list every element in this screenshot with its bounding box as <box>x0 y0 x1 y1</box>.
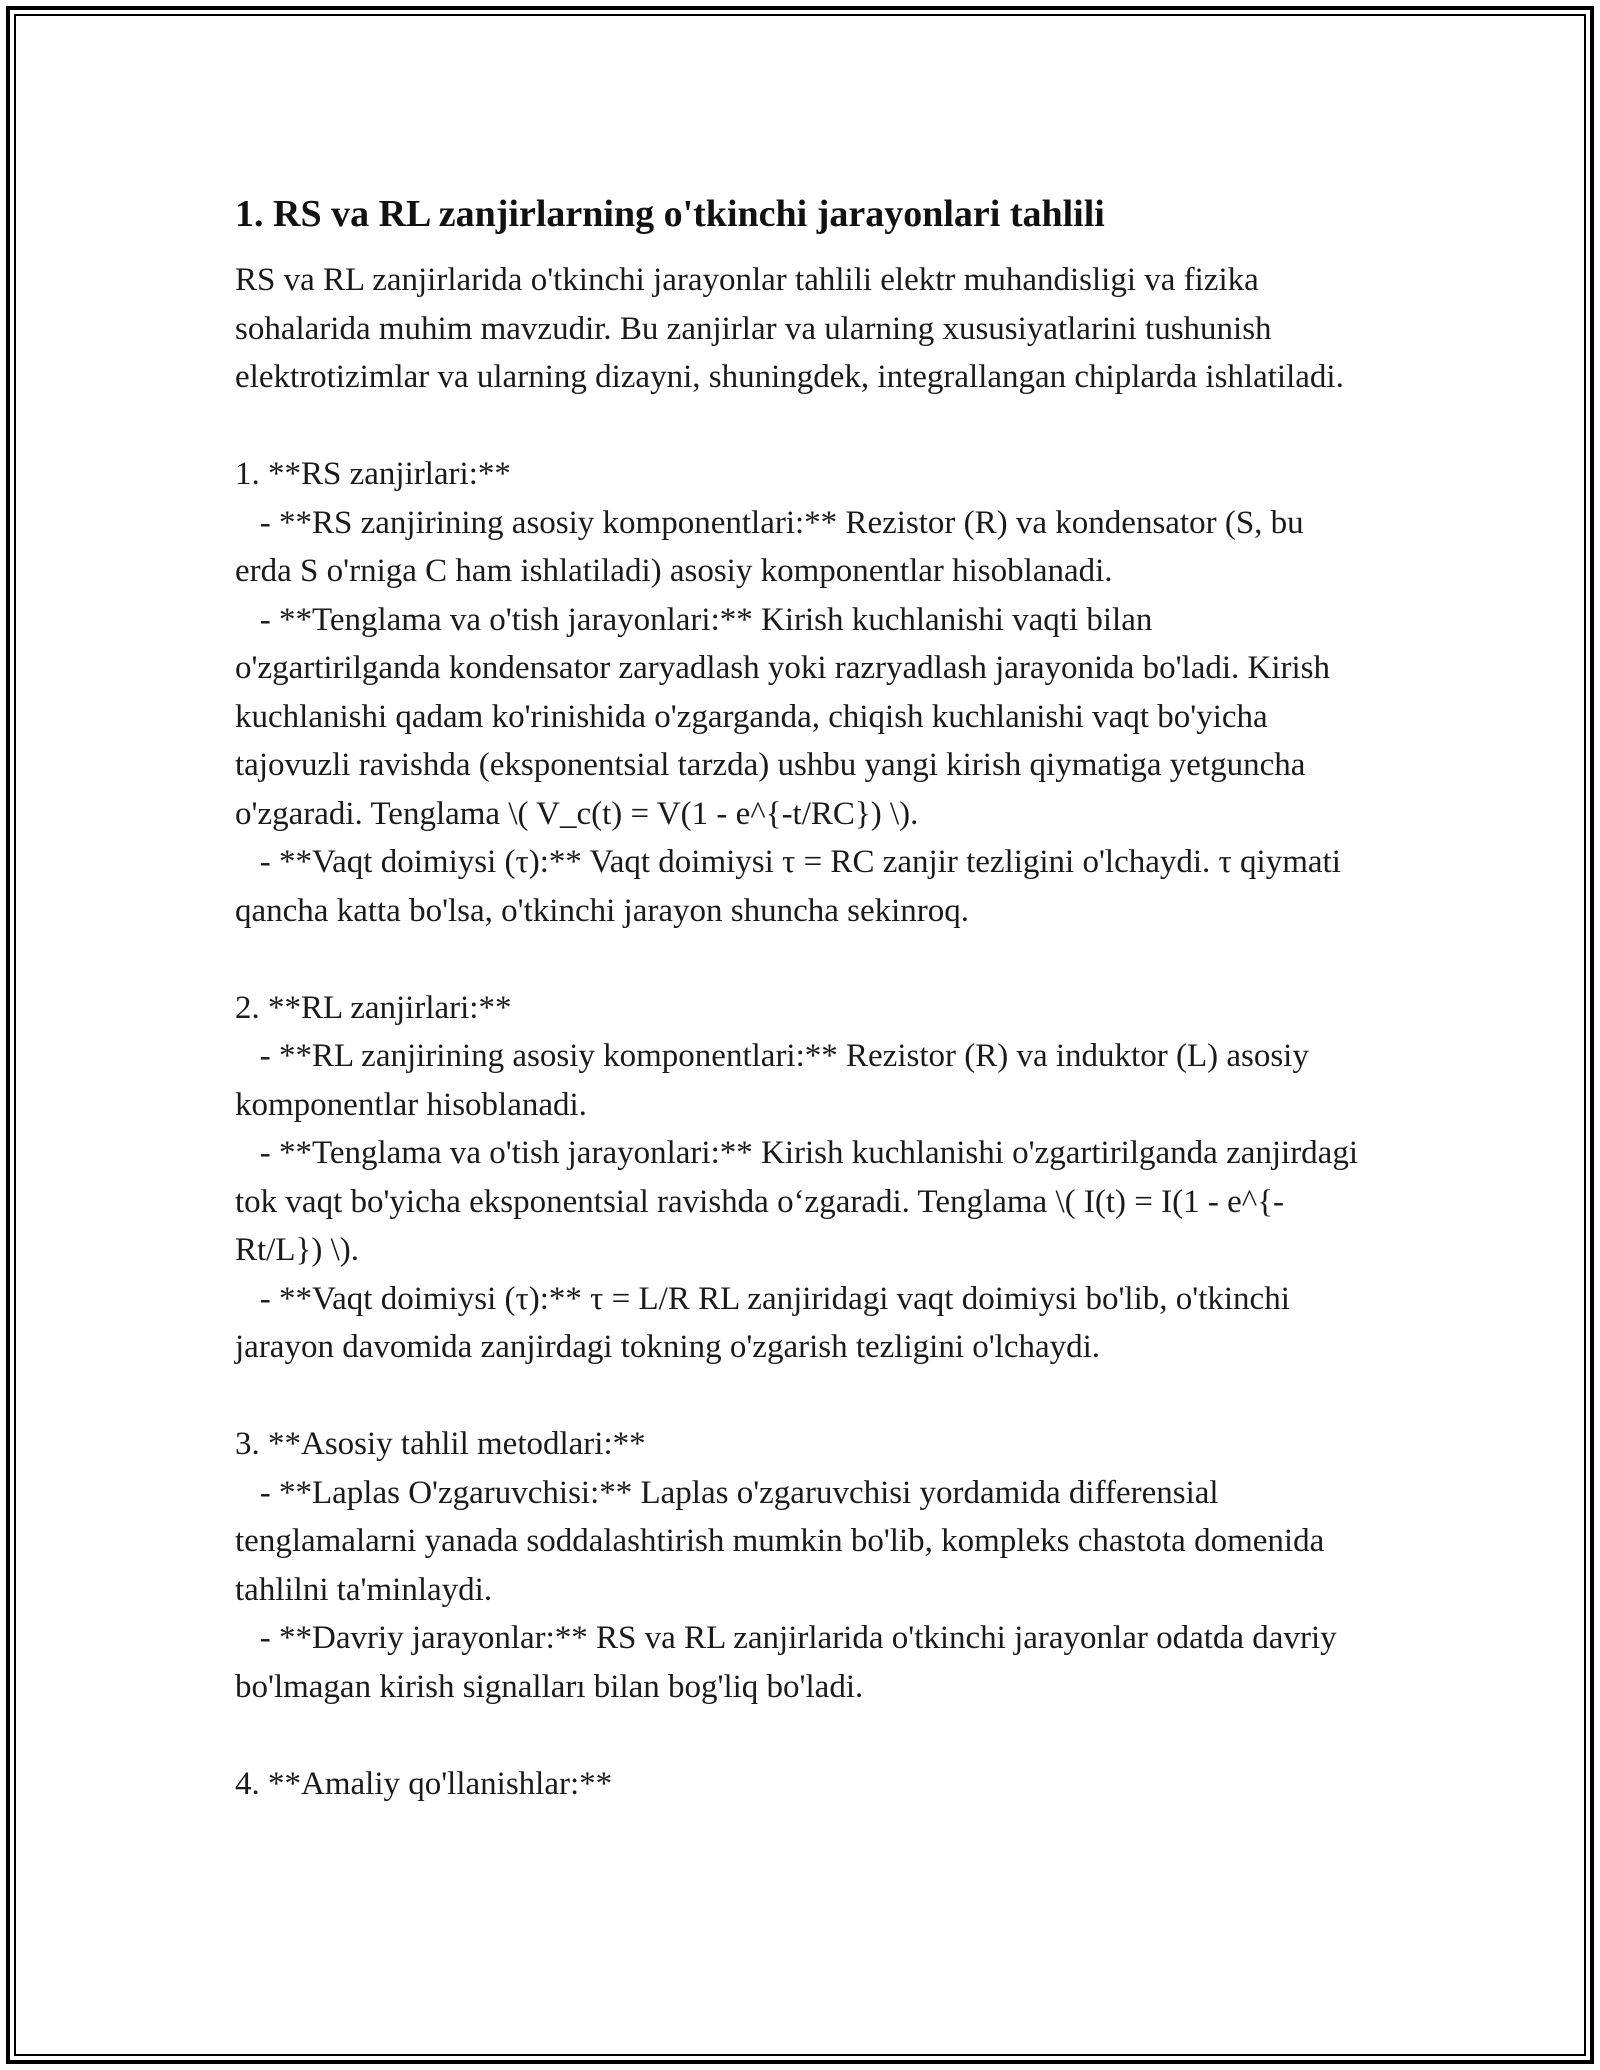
list-item: - **Laplas O'zgaruvchisi:** Laplas o'zgaruvchisi yordamida differensial tenglamalarni yanada soddalashtirish mumkin bo'lib, kompleks chastota domenida tahlilni ta'minlaydi. <box>235 1474 1333 1608</box>
section-rl <box>235 984 1365 1372</box>
section-rs <box>235 450 1365 935</box>
list-item: - **Tenglama va o'tish jarayonlari:** Kirish kuchlanishi vaqti bilan o'zgartirilganda kondensator zaryadlash yoki razryadlash jarayonida bo'ladi. Kirish kuchlanishi qadam ko'rinishida o'zgarganda, chiqish kuchlanishi vaqt bo'yicha tajovuzli ravishda (eksponentsial tarzda) ushbu yangi kirish qiymatiga yetguncha o'zgaradi. Tenglama \( V_c(t) = V(1 - e^{-t/RC}) \). <box>235 601 1339 832</box>
spacer <box>235 1372 1365 1421</box>
document-body <box>235 186 1365 1808</box>
section-heading: 2. **RL zanjirlari:** <box>235 989 512 1026</box>
section-heading: 1. **RS zanjirlari:** <box>235 456 511 492</box>
section-heading: 3. **Asosiy tahlil metodlari:** <box>235 1426 646 1462</box>
spacer <box>235 1711 1365 1760</box>
list-item: - **RS zanjirining asosiy komponentlari:** Rezistor (R) va kondensator (S, bu erda S o'rniga C ham ishlatiladi) asosiy komponentlar hisoblanadi. <box>235 504 1312 589</box>
section-applications <box>235 1760 1365 1809</box>
intro-paragraph: RS va RL zanjirlarida o'tkinchi jarayonlar tahlili elektr muhandisligi va fizika sohalarida muhim mavzudir. Bu zanjirlar va ularning xususiyatlarini tushunish elektrotizimlar va ularning dizayni, shuningdek, integrallangan chiplarda ishlatiladi. <box>235 262 1344 395</box>
list-item: - **Davriy jarayonlar:** RS va RL zanjirlarida o'tkinchi jarayonlar odatda davriy bo'lmagan kirish signalları bilan bog'liq bo'ladi. <box>235 1620 1345 1705</box>
document-title: 1. RS va RL zanjirlarning o'tkinchi jarayonlari tahlili <box>235 193 1105 235</box>
list-item: - **Tenglama va o'tish jarayonlari:** Kirish kuchlanishi o'zgartirilganda zanjirdagi tok vaqt bo'yicha eksponentsial ravishda o‘zgaradi. Tenglama \( I(t) = I(1 - e^{-Rt/L}) \). <box>235 1135 1367 1268</box>
spacer <box>235 402 1365 451</box>
list-item: - **RL zanjirining asosiy komponentlari:** Rezistor (R) va induktor (L) asosiy komponentlar hisoblanadi. <box>235 1038 1318 1123</box>
list-item: - **Vaqt doimiysi (τ):** τ = L/R RL zanjiridagi vaqt doimiysi bo'lib, o'tkinchi jarayon davomida zanjirdagi tokning o'zgarish tezligini o'lchaydi. <box>235 1280 1299 1365</box>
spacer <box>235 935 1365 984</box>
section-heading: 4. **Amaliy qo'llanishlar:** <box>235 1765 613 1802</box>
section-analysis-methods <box>235 1420 1365 1711</box>
list-item: - **Vaqt doimiysi (τ):** Vaqt doimiysi τ = RC zanjir tezligini o'lchaydi. τ qiymati qancha katta bo'lsa, o'tkinchi jarayon shuncha sekinroq. <box>235 844 1350 929</box>
